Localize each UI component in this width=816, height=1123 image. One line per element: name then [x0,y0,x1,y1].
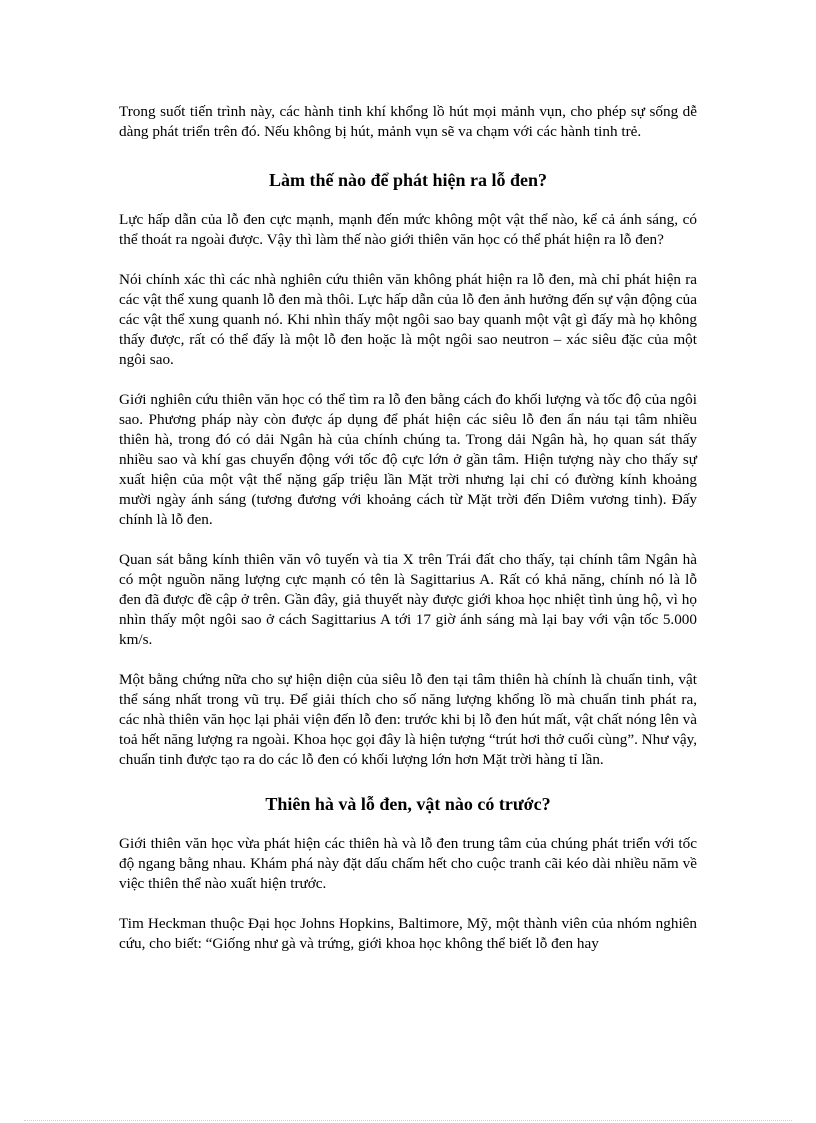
paragraph-detection-method: Nói chính xác thì các nhà nghiên cứu thiên văn không phát hiện ra lỗ đen, mà chỉ phát hiện ra các vật thể xung quanh lỗ đen mà thôi. Lực hấp dẫn của lỗ đen ảnh hưởng đến sự vận động của các vật thể xung quanh nó. Khi nhìn thấy một ngôi sao bay quanh một vật gì đấy mà họ không thấy được, rất có thể đấy là một lỗ đen hoặc là một ngôi sao neutron – xác siêu đặc của một ngôi sao. [119,271,697,368]
paragraph-mass-speed: Giới nghiên cứu thiên văn học có thể tìm ra lỗ đen bằng cách đo khối lượng và tốc độ của ngôi sao. Phương pháp này còn được áp dụng để phát hiện các siêu lỗ đen ẩn náu tại tâm nhiều thiên hà, trong đó có dải Ngân hà của chính chúng ta. Trong dải Ngân hà, họ quan sát thấy nhiều sao và khí gas chuyển động với tốc độ cực lớn ở gần tâm. Hiện tượng này cho thấy sự xuất hiện của một vật thể nặng gấp triệu lần Mặt trời nhưng lại chỉ có đường kính khoảng mười ngày ánh sáng (tương đương với khoảng cách từ Mặt trời đến Diêm vương tinh). Đấy chính là lỗ đen. [119,391,697,528]
paragraph-heckman-quote: Tim Heckman thuộc Đại học Johns Hopkins, Baltimore, Mỹ, một thành viên của nhóm nghiên cứu, cho biết: “Giống như gà và trứng, giới khoa học không thể biết lỗ đen hay [119,915,697,952]
page-bottom-rule [24,1120,792,1121]
paragraph-growth-rate: Giới thiên văn học vừa phát hiện các thiên hà và lỗ đen trung tâm của chúng phát triển với tốc độ ngang bằng nhau. Khám phá này đặt dấu chấm hết cho cuộc tranh cãi kéo dài nhiều năm về việc thiên thể nào xuất hiện trước. [119,835,697,892]
document-body [119,102,697,954]
paragraph-gravity: Lực hấp dẫn của lỗ đen cực mạnh, mạnh đến mức không một vật thể nào, kể cả ánh sáng, có thể thoát ra ngoài được. Vậy thì làm thế nào giới thiên văn học có thể phát hiện ra lỗ đen? [119,211,697,248]
heading-detect-black-hole: Làm thế nào để phát hiện ra lỗ đen? [268,170,548,190]
paragraph-sagittarius: Quan sát bằng kính thiên văn vô tuyến và tia X trên Trái đất cho thấy, tại chính tâm Ngân hà có một nguồn năng lượng cực mạnh có tên là Sagittarius A. Rất có khả năng, chính nó là lỗ đen đã được đề cập ở trên. Gần đây, giả thuyết này được giới khoa học nhiệt tình ủng hộ, vì họ nhìn thấy một ngôi sao ở cách Sagittarius A tới 17 giờ ánh sáng mà lại bay với vận tốc 5.000 km/s. [119,551,697,648]
paragraph-intro: Trong suốt tiến trình này, các hành tinh khí khổng lồ hút mọi mảnh vụn, cho phép sự sống dễ dàng phát triển trên đó. Nếu không bị hút, mảnh vụn sẽ va chạm với các hành tinh trẻ. [119,103,697,140]
heading-galaxy-or-black-hole: Thiên hà và lỗ đen, vật nào có trước? [265,794,551,814]
paragraph-quasar: Một bằng chứng nữa cho sự hiện diện của siêu lỗ đen tại tâm thiên hà chính là chuẩn tinh, vật thể sáng nhất trong vũ trụ. Để giải thích cho số năng lượng khổng lồ mà chuẩn tinh phát ra, các nhà thiên văn học lại phải viện đến lỗ đen: trước khi bị lỗ đen hút mất, vật chất nóng lên và toả hết năng lượng ra ngoài. Khoa học gọi đây là hiện tượng “trút hơi thở cuối cùng”. Như vậy, chuẩn tinh được tạo ra do các lỗ đen có khối lượng lớn hơn Mặt trời hàng tỉ lần. [119,671,697,768]
